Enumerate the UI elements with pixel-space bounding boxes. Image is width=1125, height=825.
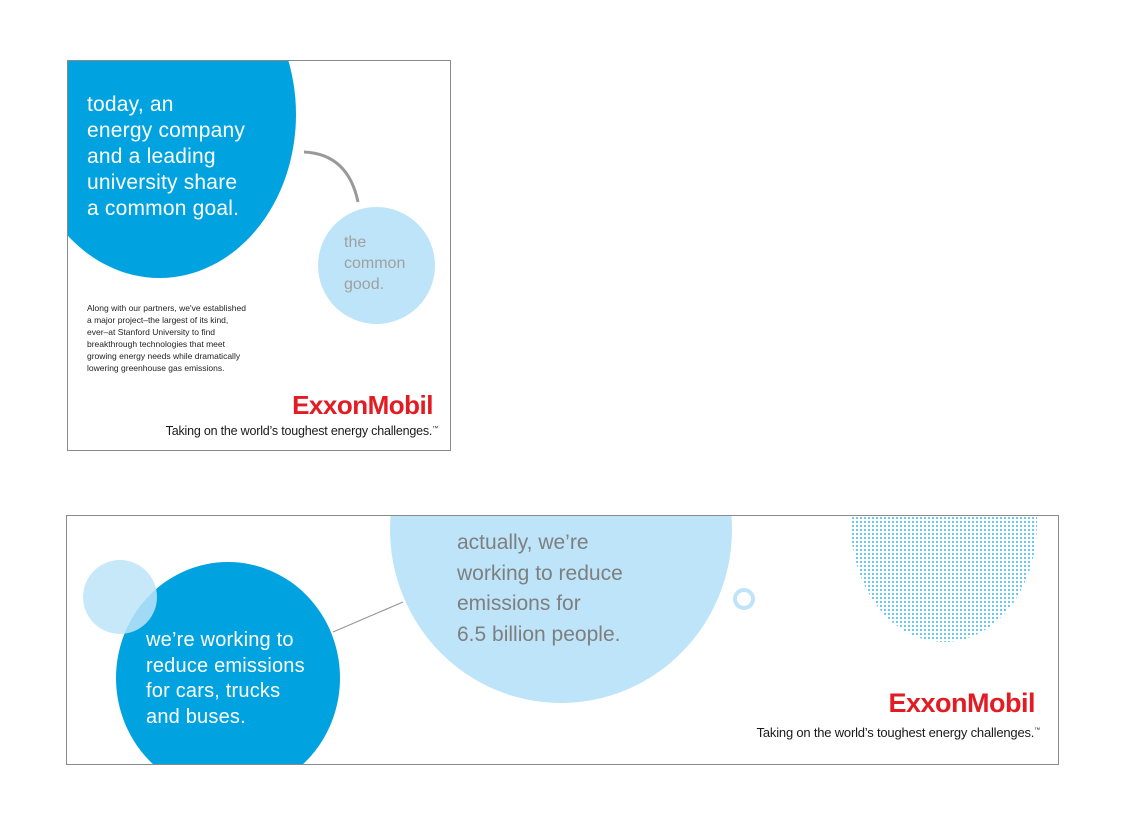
ad2-headline: we’re working to reduce emissions for cars, trucks and buses. <box>146 629 305 728</box>
ad-banner <box>66 515 1059 765</box>
exxonmobil-logo: ExxonMobil <box>292 390 433 420</box>
connector-line <box>329 598 409 638</box>
ad1-subhead: the common good. <box>344 234 406 293</box>
ad2-tagline <box>757 725 1040 740</box>
ad1-tagline <box>166 424 438 438</box>
exxonmobil-logo: ExxonMobil <box>888 688 1035 718</box>
dot-pattern <box>851 516 1037 642</box>
ad1-body-copy: Along with our partners, we've established a major project–the largest of its kind, ever–at Stanford University to find breakthrough technologies that meet growing energy needs while dramatically lowering greenhouse gas emissions. <box>87 303 246 373</box>
connector-arc <box>298 146 368 206</box>
ad2-subhead: actually, we’re working to reduce emissions for 6.5 billion people. <box>457 531 623 646</box>
trademark-mark: ™ <box>1034 727 1040 734</box>
ad1-headline: today, an energy company and a leading university share a common goal. <box>87 93 246 220</box>
trademark-mark: ™ <box>432 425 438 432</box>
tagline-text: Taking on the world’s toughest energy challenges. <box>756 725 1035 740</box>
ad-square <box>67 60 451 451</box>
small-light-circle <box>83 560 157 634</box>
ring-dot <box>733 588 755 610</box>
tagline-text: Taking on the world’s toughest energy challenges. <box>165 424 433 438</box>
